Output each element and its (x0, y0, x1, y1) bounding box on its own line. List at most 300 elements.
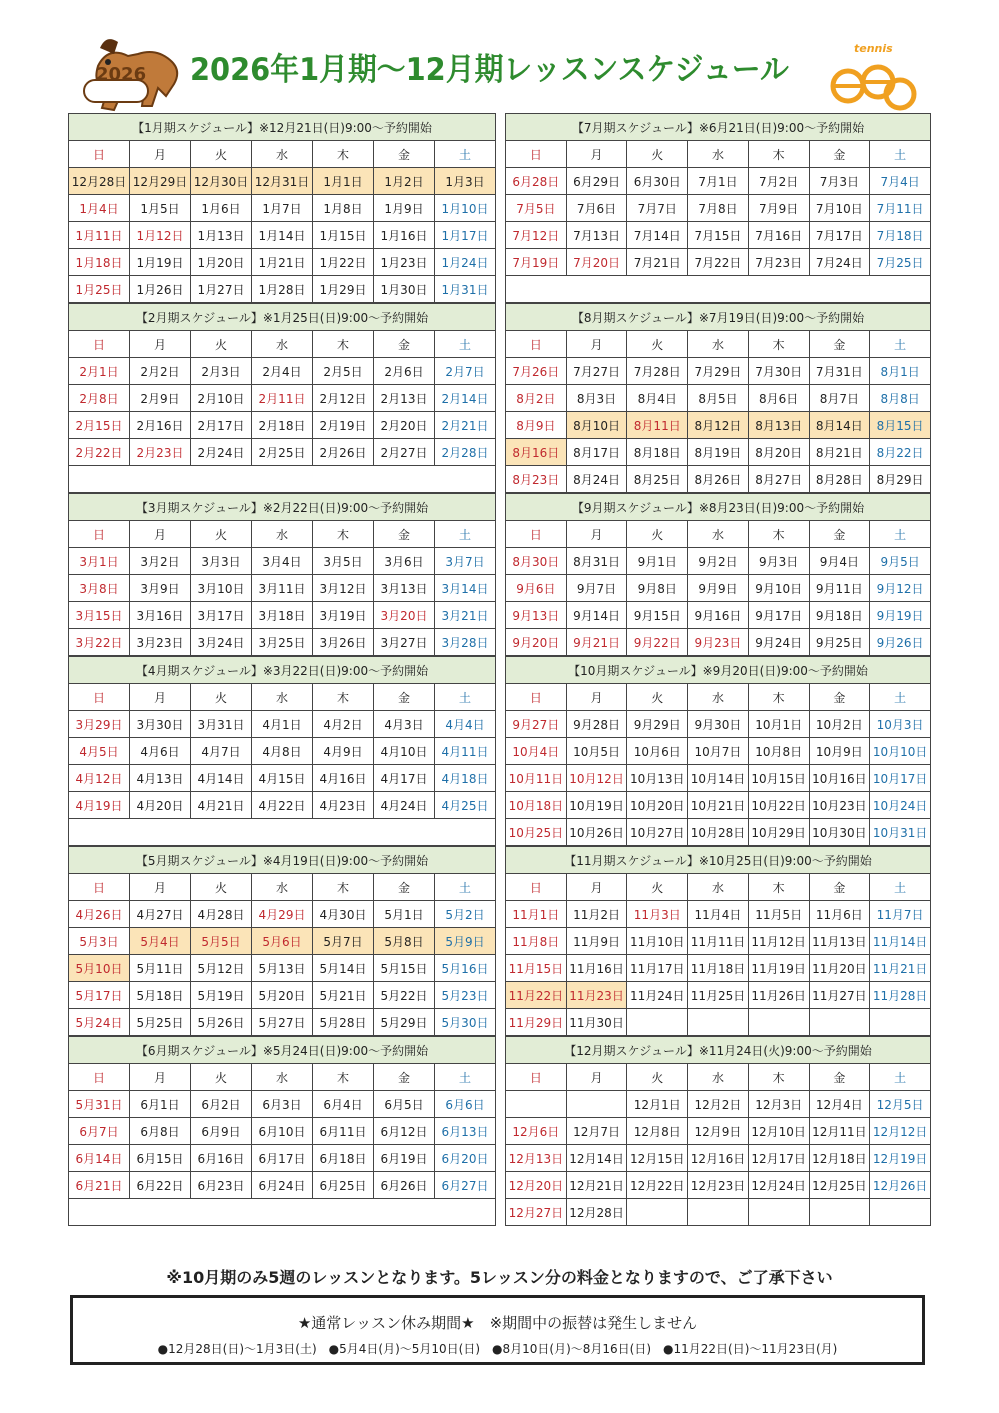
date-cell: 7月29日 (688, 358, 749, 385)
weekday-label: 金 (374, 521, 435, 548)
date-cell: 8月8日 (870, 385, 931, 412)
date-cell: 7月5日 (506, 195, 567, 222)
date-cell: 9月9日 (688, 575, 749, 602)
date-cell: 1月6日 (191, 195, 252, 222)
date-cell: 12月26日 (870, 1172, 931, 1199)
date-cell: 5月29日 (374, 1009, 435, 1036)
date-cell: 3月16日 (130, 602, 191, 629)
date-cell (566, 1091, 627, 1118)
date-cell: 7月4日 (870, 168, 931, 195)
date-cell: 6月18日 (313, 1145, 374, 1172)
date-cell: 1月12日 (130, 222, 191, 249)
date-cell: 8月1日 (870, 358, 931, 385)
date-cell: 1月31日 (435, 276, 496, 303)
date-cell: 8月4日 (627, 385, 688, 412)
date-cell: 8月24日 (566, 466, 627, 493)
week-row (69, 1091, 496, 1118)
date-cell: 5月1日 (374, 901, 435, 928)
week-row (69, 738, 496, 765)
date-cell: 3月2日 (130, 548, 191, 575)
date-cell: 10月28日 (688, 819, 749, 846)
date-cell: 7月9日 (748, 195, 809, 222)
date-cell: 1月19日 (130, 249, 191, 276)
date-cell: 2月21日 (435, 412, 496, 439)
date-cell: 8月13日 (748, 412, 809, 439)
date-cell: 2月28日 (435, 439, 496, 466)
weekday-label: 日 (506, 521, 567, 548)
date-cell: 4月17日 (374, 765, 435, 792)
date-cell: 3月21日 (435, 602, 496, 629)
date-cell: 1月15日 (313, 222, 374, 249)
weekday-label: 月 (130, 874, 191, 901)
date-cell: 10月14日 (688, 765, 749, 792)
weekday-label: 水 (252, 684, 313, 711)
date-cell: 3月12日 (313, 575, 374, 602)
date-cell: 9月24日 (748, 629, 809, 656)
date-cell: 3月27日 (374, 629, 435, 656)
date-cell: 11月6日 (809, 901, 870, 928)
weekday-label: 火 (191, 141, 252, 168)
weekday-label: 火 (191, 521, 252, 548)
date-cell: 2月23日 (130, 439, 191, 466)
weekday-label: 木 (748, 141, 809, 168)
date-cell: 5月2日 (435, 901, 496, 928)
date-cell: 11月18日 (688, 955, 749, 982)
weekday-label: 水 (688, 684, 749, 711)
date-cell: 5月9日 (435, 928, 496, 955)
date-cell: 12月9日 (688, 1118, 749, 1145)
weekday-label: 月 (130, 331, 191, 358)
date-cell: 8月11日 (627, 412, 688, 439)
date-cell: 12月17日 (748, 1145, 809, 1172)
date-cell: 4月12日 (69, 765, 130, 792)
week-row (69, 1145, 496, 1172)
date-cell: 4月4日 (435, 711, 496, 738)
date-cell: 12月16日 (688, 1145, 749, 1172)
date-cell: 6月6日 (435, 1091, 496, 1118)
date-cell: 8月23日 (506, 466, 567, 493)
date-cell: 7月14日 (627, 222, 688, 249)
date-cell: 9月18日 (809, 602, 870, 629)
holiday-box-title: ★通常レッスン休み期間★ ※期間中の振替は発生しません (297, 1314, 698, 1332)
date-cell: 7月1日 (688, 168, 749, 195)
week-row (69, 412, 496, 439)
date-cell: 4月19日 (69, 792, 130, 819)
weekday-label: 水 (252, 331, 313, 358)
week-row (506, 1118, 931, 1145)
date-cell: 7月30日 (748, 358, 809, 385)
week-row (506, 629, 931, 656)
week-row (69, 792, 496, 819)
weekday-label: 月 (566, 874, 627, 901)
weekday-label: 日 (506, 684, 567, 711)
date-cell: 8月7日 (809, 385, 870, 412)
date-cell (627, 1199, 688, 1226)
date-cell: 3月24日 (191, 629, 252, 656)
weekday-label: 木 (748, 521, 809, 548)
month-table (68, 113, 496, 303)
date-cell: 8月30日 (506, 548, 567, 575)
date-cell: 11月22日 (506, 982, 567, 1009)
weekday-label: 日 (69, 521, 130, 548)
date-cell: 7月8日 (688, 195, 749, 222)
date-cell: 12月15日 (627, 1145, 688, 1172)
week-row (69, 575, 496, 602)
date-cell: 2月12日 (313, 385, 374, 412)
date-cell: 2月13日 (374, 385, 435, 412)
week-row (69, 1118, 496, 1145)
date-cell (748, 1199, 809, 1226)
week-row (69, 466, 496, 493)
month-table (505, 1036, 931, 1226)
date-cell: 12月8日 (627, 1118, 688, 1145)
weekday-label: 土 (435, 874, 496, 901)
header (0, 0, 999, 118)
date-cell: 10月19日 (566, 792, 627, 819)
weekday-label: 金 (374, 331, 435, 358)
date-cell: 6月23日 (191, 1172, 252, 1199)
date-cell: 7月19日 (506, 249, 567, 276)
date-cell: 3月30日 (130, 711, 191, 738)
weekday-label: 金 (374, 1064, 435, 1091)
month-title: 【7月期スケジュール】※6月21日(日)9:00～予約開始 (506, 114, 931, 141)
date-cell: 11月28日 (870, 982, 931, 1009)
date-cell (688, 1009, 749, 1036)
date-cell: 10月10日 (870, 738, 931, 765)
date-cell: 12月7日 (566, 1118, 627, 1145)
week-row (506, 548, 931, 575)
date-cell: 9月22日 (627, 629, 688, 656)
date-cell: 6月29日 (566, 168, 627, 195)
weekday-label: 土 (870, 684, 931, 711)
date-cell: 12月20日 (506, 1172, 567, 1199)
date-cell: 2月24日 (191, 439, 252, 466)
date-cell: 8月26日 (688, 466, 749, 493)
date-cell: 12月6日 (506, 1118, 567, 1145)
weekday-label: 金 (809, 874, 870, 901)
logo-main-text: eg (860, 96, 870, 105)
date-cell: 9月19日 (870, 602, 931, 629)
weekday-label: 木 (313, 1064, 374, 1091)
date-cell: 11月29日 (506, 1009, 567, 1036)
empty-row (69, 1199, 496, 1226)
date-cell: 10月23日 (809, 792, 870, 819)
week-row (506, 1091, 931, 1118)
date-cell: 1月26日 (130, 276, 191, 303)
date-cell: 1月21日 (252, 249, 313, 276)
weekday-label: 月 (130, 141, 191, 168)
date-cell: 9月28日 (566, 711, 627, 738)
date-cell: 2月18日 (252, 412, 313, 439)
weekday-label: 水 (688, 331, 749, 358)
date-cell: 3月11日 (252, 575, 313, 602)
date-cell: 2月7日 (435, 358, 496, 385)
week-row (69, 1172, 496, 1199)
date-cell: 8月16日 (506, 439, 567, 466)
week-row (506, 195, 931, 222)
date-cell: 2月5日 (313, 358, 374, 385)
date-cell: 7月25日 (870, 249, 931, 276)
date-cell: 11月30日 (566, 1009, 627, 1036)
month-title: 【2月期スケジュール】※1月25日(日)9:00～予約開始 (69, 304, 496, 331)
date-cell (748, 1009, 809, 1036)
date-cell: 5月5日 (191, 928, 252, 955)
date-cell: 10月15日 (748, 765, 809, 792)
week-row (506, 1199, 931, 1226)
date-cell: 12月4日 (809, 1091, 870, 1118)
month-table (68, 846, 496, 1036)
date-cell: 1月25日 (69, 276, 130, 303)
date-cell: 4月18日 (435, 765, 496, 792)
month-title: 【8月期スケジュール】※7月19日(日)9:00～予約開始 (506, 304, 931, 331)
weekday-label: 水 (252, 141, 313, 168)
date-cell: 3月13日 (374, 575, 435, 602)
date-cell: 11月4日 (688, 901, 749, 928)
date-cell: 3月14日 (435, 575, 496, 602)
date-cell: 1月23日 (374, 249, 435, 276)
weekday-label: 火 (627, 1064, 688, 1091)
date-cell: 8月28日 (809, 466, 870, 493)
date-cell: 7月28日 (627, 358, 688, 385)
date-cell: 1月30日 (374, 276, 435, 303)
weekday-label: 水 (688, 141, 749, 168)
logo-tennis-text: tennis (854, 42, 893, 55)
week-row (506, 928, 931, 955)
date-cell: 10月20日 (627, 792, 688, 819)
date-cell: 10月5日 (566, 738, 627, 765)
weekday-label: 火 (627, 874, 688, 901)
date-cell: 7月6日 (566, 195, 627, 222)
date-cell: 5月23日 (435, 982, 496, 1009)
date-cell: 4月26日 (69, 901, 130, 928)
date-cell: 7月31日 (809, 358, 870, 385)
month-table (505, 113, 931, 303)
date-cell: 7月7日 (627, 195, 688, 222)
date-cell: 5月22日 (374, 982, 435, 1009)
date-cell: 7月26日 (506, 358, 567, 385)
date-cell: 12月5日 (870, 1091, 931, 1118)
week-row (506, 412, 931, 439)
month-title: 【12月期スケジュール】※11月24日(火)9:00～予約開始 (506, 1037, 931, 1064)
weekday-label: 木 (748, 331, 809, 358)
date-cell: 10月21日 (688, 792, 749, 819)
date-cell: 9月14日 (566, 602, 627, 629)
date-cell: 6月2日 (191, 1091, 252, 1118)
date-cell (506, 1091, 567, 1118)
date-cell: 3月20日 (374, 602, 435, 629)
week-row (69, 982, 496, 1009)
date-cell: 10月17日 (870, 765, 931, 792)
weekday-label: 土 (435, 1064, 496, 1091)
week-row (69, 765, 496, 792)
date-cell: 10月25日 (506, 819, 567, 846)
date-cell: 8月15日 (870, 412, 931, 439)
weekday-label: 金 (374, 684, 435, 711)
date-cell: 12月23日 (688, 1172, 749, 1199)
date-cell: 6月22日 (130, 1172, 191, 1199)
date-cell: 5月30日 (435, 1009, 496, 1036)
date-cell: 6月16日 (191, 1145, 252, 1172)
date-cell: 2月19日 (313, 412, 374, 439)
weekday-label: 日 (506, 141, 567, 168)
weekday-label: 金 (809, 141, 870, 168)
weekday-label: 日 (69, 141, 130, 168)
date-cell: 2月22日 (69, 439, 130, 466)
date-cell: 6月11日 (313, 1118, 374, 1145)
weekday-label: 火 (191, 684, 252, 711)
date-cell: 4月21日 (191, 792, 252, 819)
date-cell: 6月8日 (130, 1118, 191, 1145)
date-cell: 5月20日 (252, 982, 313, 1009)
date-cell: 2月15日 (69, 412, 130, 439)
holiday-box (70, 1295, 925, 1365)
date-cell: 3月6日 (374, 548, 435, 575)
date-cell: 5月16日 (435, 955, 496, 982)
date-cell: 2月25日 (252, 439, 313, 466)
date-cell: 3月17日 (191, 602, 252, 629)
week-row (69, 1009, 496, 1036)
weekday-label: 金 (374, 141, 435, 168)
date-cell: 12月28日 (69, 168, 130, 195)
date-cell: 11月25日 (688, 982, 749, 1009)
date-cell: 11月5日 (748, 901, 809, 928)
date-cell: 1月17日 (435, 222, 496, 249)
date-cell: 12月11日 (809, 1118, 870, 1145)
date-cell: 6月24日 (252, 1172, 313, 1199)
weekday-label: 木 (313, 521, 374, 548)
date-cell: 4月29日 (252, 901, 313, 928)
week-row (506, 711, 931, 738)
date-cell: 9月25日 (809, 629, 870, 656)
date-cell: 6月15日 (130, 1145, 191, 1172)
date-cell: 10月16日 (809, 765, 870, 792)
date-cell: 10月27日 (627, 819, 688, 846)
date-cell: 3月5日 (313, 548, 374, 575)
date-cell: 9月17日 (748, 602, 809, 629)
weekday-label: 金 (809, 521, 870, 548)
date-cell: 8月6日 (748, 385, 809, 412)
month-table (505, 846, 931, 1036)
date-cell: 4月8日 (252, 738, 313, 765)
date-cell: 9月2日 (688, 548, 749, 575)
date-cell: 11月20日 (809, 955, 870, 982)
date-cell: 3月23日 (130, 629, 191, 656)
weekday-label: 金 (374, 874, 435, 901)
date-cell: 11月23日 (566, 982, 627, 1009)
date-cell: 8月14日 (809, 412, 870, 439)
date-cell: 3月19日 (313, 602, 374, 629)
date-cell: 9月3日 (748, 548, 809, 575)
month-title: 【5月期スケジュール】※4月19日(日)9:00～予約開始 (69, 847, 496, 874)
date-cell: 11月10日 (627, 928, 688, 955)
date-cell: 1月8日 (313, 195, 374, 222)
date-cell: 10月12日 (566, 765, 627, 792)
date-cell: 9月4日 (809, 548, 870, 575)
date-cell: 6月30日 (627, 168, 688, 195)
date-cell: 1月24日 (435, 249, 496, 276)
date-cell: 6月9日 (191, 1118, 252, 1145)
week-row (506, 1145, 931, 1172)
week-row (69, 1199, 496, 1226)
week-row (506, 466, 931, 493)
weekday-label: 日 (506, 874, 567, 901)
date-cell: 8月20日 (748, 439, 809, 466)
date-cell: 2月11日 (252, 385, 313, 412)
date-cell: 7月16日 (748, 222, 809, 249)
weekday-label: 木 (748, 684, 809, 711)
date-cell: 9月26日 (870, 629, 931, 656)
date-cell: 7月13日 (566, 222, 627, 249)
date-cell: 3月26日 (313, 629, 374, 656)
date-cell: 11月1日 (506, 901, 567, 928)
date-cell: 1月16日 (374, 222, 435, 249)
date-cell: 4月15日 (252, 765, 313, 792)
date-cell: 3月9日 (130, 575, 191, 602)
date-cell: 5月3日 (69, 928, 130, 955)
weekday-label: 月 (566, 521, 627, 548)
date-cell: 8月2日 (506, 385, 567, 412)
date-cell: 5月17日 (69, 982, 130, 1009)
date-cell: 10月18日 (506, 792, 567, 819)
october-note: ※10月期のみ5週のレッスンとなります。5レッスン分の料金となりますので、ご了承下さい (166, 1268, 833, 1287)
date-cell: 3月29日 (69, 711, 130, 738)
weekday-label: 水 (252, 874, 313, 901)
month-title: 【10月期スケジュール】※9月20日(日)9:00～予約開始 (506, 657, 931, 684)
date-cell: 11月13日 (809, 928, 870, 955)
date-cell: 12月19日 (870, 1145, 931, 1172)
date-cell: 7月3日 (809, 168, 870, 195)
week-row (506, 1009, 931, 1036)
date-cell: 10月1日 (748, 711, 809, 738)
date-cell: 2月20日 (374, 412, 435, 439)
date-cell: 3月8日 (69, 575, 130, 602)
date-cell: 1月5日 (130, 195, 191, 222)
date-cell: 5月26日 (191, 1009, 252, 1036)
date-cell: 7月10日 (809, 195, 870, 222)
date-cell: 2月14日 (435, 385, 496, 412)
empty-row (69, 819, 496, 846)
weekday-label: 月 (130, 684, 191, 711)
week-row (69, 276, 496, 303)
weekday-label: 月 (566, 141, 627, 168)
week-row (69, 928, 496, 955)
date-cell: 11月14日 (870, 928, 931, 955)
date-cell: 1月18日 (69, 249, 130, 276)
date-cell: 11月3日 (627, 901, 688, 928)
week-row (506, 738, 931, 765)
date-cell: 5月13日 (252, 955, 313, 982)
date-cell: 7月23日 (748, 249, 809, 276)
weekday-label: 火 (627, 331, 688, 358)
week-row (506, 222, 931, 249)
date-cell: 10月11日 (506, 765, 567, 792)
date-cell: 4月27日 (130, 901, 191, 928)
week-row (506, 765, 931, 792)
weekday-label: 日 (506, 331, 567, 358)
date-cell: 4月9日 (313, 738, 374, 765)
week-row (69, 629, 496, 656)
month-title: 【11月期スケジュール】※10月25日(日)9:00～予約開始 (506, 847, 931, 874)
weekday-label: 土 (435, 141, 496, 168)
date-cell: 12月14日 (566, 1145, 627, 1172)
week-row (506, 575, 931, 602)
date-cell: 5月6日 (252, 928, 313, 955)
week-row (69, 955, 496, 982)
date-cell: 6月21日 (69, 1172, 130, 1199)
date-cell: 10月2日 (809, 711, 870, 738)
date-cell: 9月29日 (627, 711, 688, 738)
date-cell: 12月22日 (627, 1172, 688, 1199)
